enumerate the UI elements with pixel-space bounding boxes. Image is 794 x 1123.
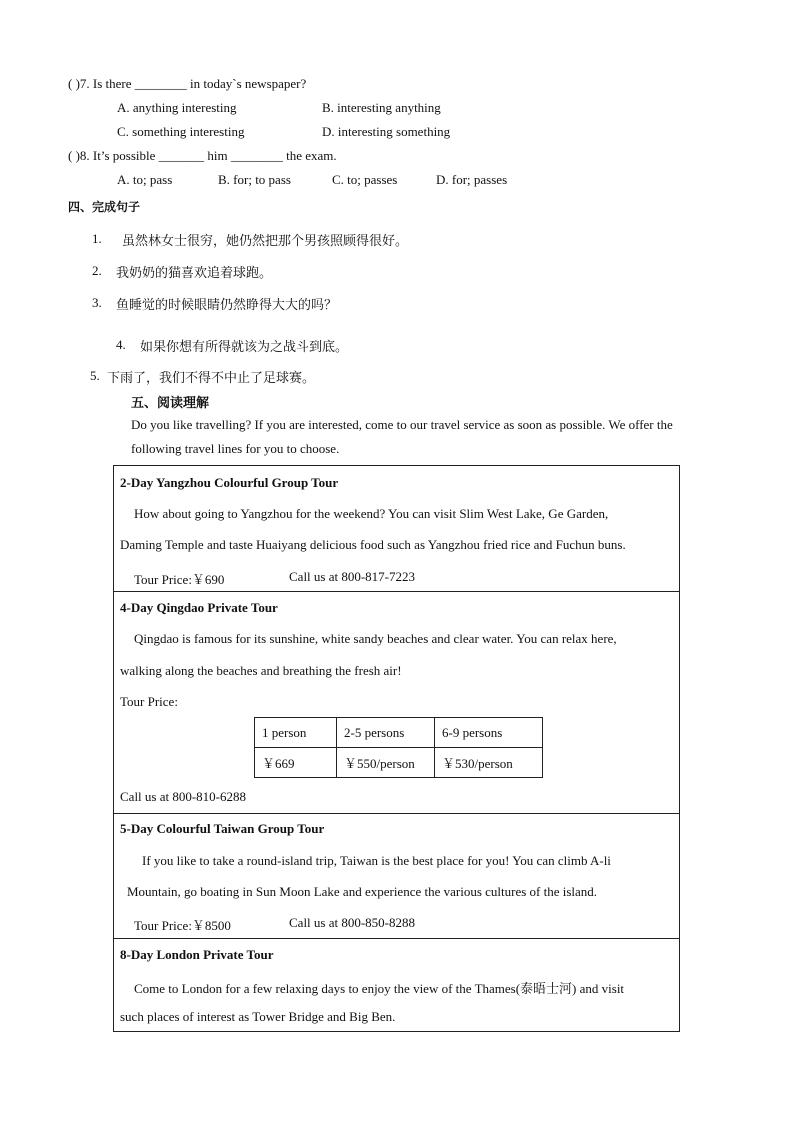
q7-option-d: D. interesting something [322, 124, 451, 139]
sentence-2-number: 2. [92, 263, 102, 278]
sentence-5-number: 5. [90, 368, 100, 383]
price-cell: ￥530/person [435, 748, 543, 778]
q8-option-b: B. for; to pass [218, 172, 291, 187]
sentence-1-number: 1. [92, 231, 102, 246]
q7-option-b: B. interesting anything [322, 100, 441, 115]
q8-option-d: D. for; passes [436, 172, 508, 187]
q7-option-a: A. anything interesting [117, 100, 237, 115]
header-cell: 2-5 persons [337, 718, 435, 748]
divider [114, 591, 679, 592]
tour-2-line-2: walking along the beaches and breathing the fresh air! [120, 663, 402, 678]
question-8-stem: ( )8. It’s possible _______ him ________ the exam. [68, 148, 337, 163]
sentence-3-number: 3. [92, 295, 102, 310]
sentence-4-number: 4. [116, 337, 126, 352]
tour-3-line-1: If you like to take a round-island trip, Taiwan is the best place for you! You can climb A-li [142, 853, 611, 868]
sentence-3: 鱼睡觉的时候眼睛仍然睁得大大的吗？ [116, 298, 338, 313]
intro-line-1: Do you like travelling? If you are interested, come to our travel service as soon as possible. We offer the [131, 417, 673, 432]
question-7-stem: ( )7. Is there ________ in today`s newspaper? [68, 76, 307, 91]
price-table-price-row [255, 748, 543, 778]
price-cell: ￥669 [255, 748, 337, 778]
q8-option-c: C. to; passes [332, 172, 398, 187]
price-table-header-row [255, 718, 543, 748]
section-5-heading: 五、阅读理解 [131, 396, 210, 411]
tour-4-line-2: such places of interest as Tower Bridge and Big Ben. [120, 1009, 396, 1024]
section-4-heading: 四、完成句子 [68, 200, 141, 214]
tour-2-phone: Call us at 800-810-6288 [120, 789, 247, 804]
tour-2-title: 4-Day Qingdao Private Tour [120, 600, 278, 615]
tour-1-price: Tour Price:￥690 [134, 572, 225, 587]
sentence-5: 下雨了，我们不得不中止了足球赛。 [107, 371, 316, 386]
sentence-1: 虽然林女士很穷，她仍然把那个男孩照顾得很好。 [122, 234, 409, 249]
price-table [254, 717, 543, 778]
intro-line-2: following travel lines for you to choose. [131, 441, 340, 456]
tour-2-line-1: Qingdao is famous for its sunshine, white sandy beaches and clear water. You can relax here, [134, 631, 617, 646]
tour-1-phone: Call us at 800-817-7223 [289, 569, 416, 584]
tour-3-line-2: Mountain, go boating in Sun Moon Lake and experience the various cultures of the island. [127, 884, 598, 899]
q8-option-a: A. to; pass [117, 172, 173, 187]
price-cell: ￥550/person [337, 748, 435, 778]
divider [114, 938, 679, 939]
tour-3-phone: Call us at 800-850-8288 [289, 915, 416, 930]
header-cell: 6-9 persons [435, 718, 543, 748]
tour-4-title: 8-Day London Private Tour [120, 947, 274, 962]
header-cell: 1 person [255, 718, 337, 748]
tour-4-line-1: Come to London for a few relaxing days to enjoy the view of the Thames(泰晤士河) and visit [134, 981, 625, 996]
sentence-4: 如果你想有所得就该为之战斗到底。 [140, 340, 349, 355]
q7-option-c: C. something interesting [117, 124, 245, 139]
tour-2-price-label: Tour Price: [120, 694, 178, 709]
tour-3-title: 5-Day Colourful Taiwan Group Tour [120, 821, 325, 836]
tour-1-line-2: Daming Temple and taste Huaiyang delicious food such as Yangzhou fried rice and Fuchun buns. [120, 537, 626, 552]
divider [114, 813, 679, 814]
sentence-2: 我奶奶的猫喜欢追着球跑。 [116, 266, 273, 281]
tour-1-title: 2-Day Yangzhou Colourful Group Tour [120, 475, 339, 490]
tour-1-line-1: How about going to Yangzhou for the weekend? You can visit Slim West Lake, Ge Garden, [134, 506, 609, 521]
tour-3-price: Tour Price:￥8500 [134, 918, 231, 933]
tour-list-box [113, 465, 680, 1032]
